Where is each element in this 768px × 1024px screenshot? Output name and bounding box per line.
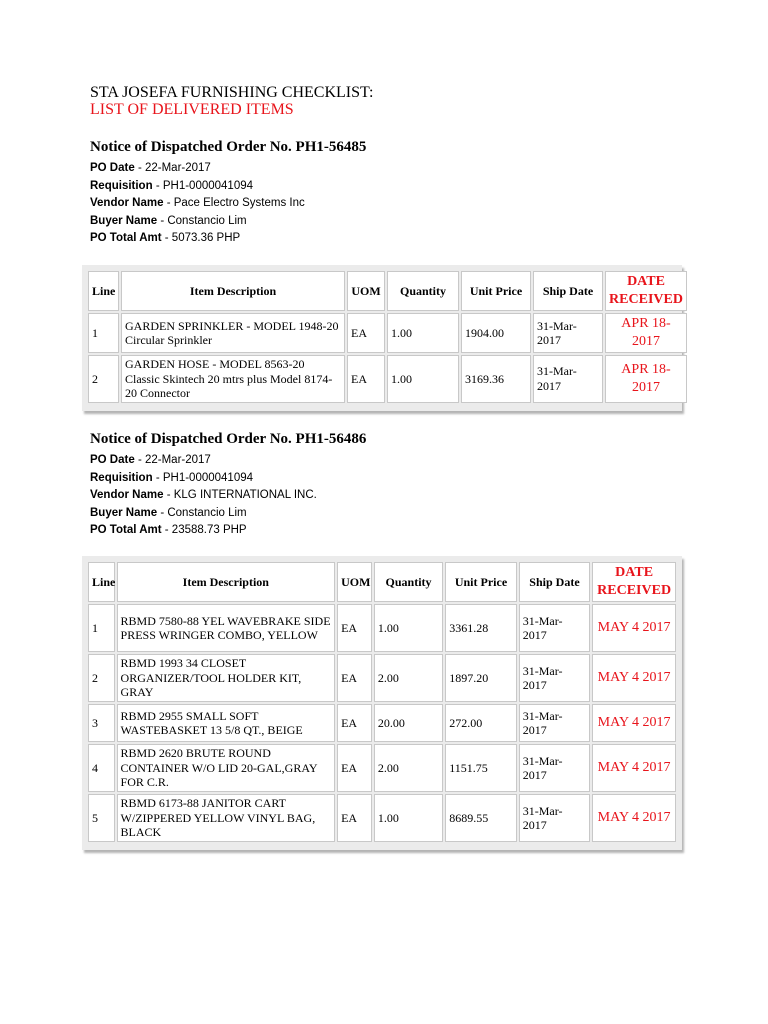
requisition: Requisition - PH1-0000041094 [90, 471, 254, 484]
cell-description: RBMD 6173-88 JANITOR CART W/ZIPPERED YELLOW VINYL BAG, BLACK [117, 794, 336, 842]
cell-ship-date: 31-Mar-2017 [519, 744, 590, 792]
cell-uom: EA [347, 355, 385, 403]
order-block-1 [90, 138, 690, 248]
cell-date-received: MAY 4 2017 [592, 604, 676, 652]
cell-description: RBMD 1993 34 CLOSET ORGANIZER/TOOL HOLDER KIT, GRAY [117, 654, 336, 702]
cell-line: 3 [88, 704, 115, 742]
column-header-line: Line [88, 271, 119, 311]
vendor-name: Vendor Name - Pace Electro Systems Inc [90, 197, 305, 209]
cell-quantity: 1.00 [374, 604, 443, 652]
cell-quantity: 1.00 [374, 794, 443, 842]
cell-unit-price: 1151.75 [445, 744, 516, 792]
table-header-row [88, 271, 687, 311]
cell-date-received: MAY 4 2017 [592, 744, 676, 792]
cell-unit-price: 8689.55 [445, 794, 516, 842]
cell-uom: EA [337, 704, 372, 742]
cell-date-received: APR 18-2017 [605, 355, 687, 403]
cell-quantity: 2.00 [374, 744, 443, 792]
cell-ship-date: 31-Mar-2017 [519, 654, 590, 702]
column-header-description: Item Description [117, 562, 336, 602]
cell-uom: EA [337, 794, 372, 842]
cell-line: 2 [88, 654, 115, 702]
column-header-quantity: Quantity [374, 562, 443, 602]
cell-date-received: APR 18-2017 [605, 313, 687, 353]
order-table-1-container [82, 265, 682, 411]
order-block-2 [90, 430, 690, 540]
column-header-quantity: Quantity [387, 271, 459, 311]
column-header-description: Item Description [121, 271, 345, 311]
cell-uom: EA [347, 313, 385, 353]
column-header-uom: UOM [337, 562, 372, 602]
cell-unit-price: 272.00 [445, 704, 516, 742]
order-table-2 [86, 560, 678, 844]
cell-unit-price: 3169.36 [461, 355, 531, 403]
cell-date-received: MAY 4 2017 [592, 654, 676, 702]
column-header-ship-date: Ship Date [533, 271, 603, 311]
cell-quantity: 1.00 [387, 355, 459, 403]
cell-date-received: MAY 4 2017 [592, 704, 676, 742]
cell-line: 2 [88, 355, 119, 403]
cell-line: 4 [88, 744, 115, 792]
cell-quantity: 1.00 [387, 313, 459, 353]
order-title: Notice of Dispatched Order No. PH1-56486 [90, 431, 367, 447]
cell-ship-date: 31-Mar-2017 [533, 313, 603, 353]
document-title: STA JOSEFA FURNISHING CHECKLIST: [90, 84, 374, 101]
column-header-date-received: DATE RECEIVED [592, 562, 676, 602]
cell-description: RBMD 7580-88 YEL WAVEBRAKE SIDE PRESS WRINGER COMBO, YELLOW [117, 604, 336, 652]
table-row [88, 355, 687, 403]
cell-unit-price: 3361.28 [445, 604, 516, 652]
cell-ship-date: 31-Mar-2017 [519, 604, 590, 652]
cell-ship-date: 31-Mar-2017 [519, 794, 590, 842]
po-total-amount: PO Total Amt - 5073.36 PHP [90, 232, 241, 244]
po-date: PO Date - 22-Mar-2017 [90, 454, 211, 466]
po-total-amount: PO Total Amt - 23588.73 PHP [90, 524, 247, 536]
order-title: Notice of Dispatched Order No. PH1-56485 [90, 139, 367, 155]
table-header-row [88, 562, 676, 602]
column-header-date-received: DATE RECEIVED [605, 271, 687, 311]
cell-unit-price: 1897.20 [445, 654, 516, 702]
cell-uom: EA [337, 604, 372, 652]
buyer-name: Buyer Name - Constancio Lim [90, 506, 247, 519]
column-header-unit-price: Unit Price [461, 271, 531, 311]
po-date: PO Date - 22-Mar-2017 [90, 162, 211, 174]
cell-description: GARDEN HOSE - MODEL 8563-20 Classic Skintech 20 mtrs plus Model 8174-20 Connector [121, 355, 345, 403]
column-header-unit-price: Unit Price [445, 562, 516, 602]
buyer-name: Buyer Name - Constancio Lim [90, 214, 247, 227]
table-row [88, 794, 676, 842]
table-row [88, 313, 687, 353]
order-table-2-container [82, 556, 682, 850]
cell-unit-price: 1904.00 [461, 313, 531, 353]
cell-quantity: 2.00 [374, 654, 443, 702]
cell-line: 1 [88, 313, 119, 353]
requisition: Requisition - PH1-0000041094 [90, 179, 254, 192]
cell-ship-date: 31-Mar-2017 [533, 355, 603, 403]
cell-line: 1 [88, 604, 115, 652]
column-header-line: Line [88, 562, 115, 602]
cell-ship-date: 31-Mar-2017 [519, 704, 590, 742]
column-header-uom: UOM [347, 271, 385, 311]
table-row [88, 654, 676, 702]
cell-description: RBMD 2620 BRUTE ROUND CONTAINER W/O LID 20-GAL,GRAY FOR C.R. [117, 744, 336, 792]
cell-description: GARDEN SPRINKLER - MODEL 1948-20 Circular Sprinkler [121, 313, 345, 353]
column-header-ship-date: Ship Date [519, 562, 590, 602]
table-row [88, 744, 676, 792]
table-row [88, 604, 676, 652]
cell-uom: EA [337, 744, 372, 792]
cell-uom: EA [337, 654, 372, 702]
cell-quantity: 20.00 [374, 704, 443, 742]
order-table-1 [86, 269, 689, 405]
vendor-name: Vendor Name - KLG INTERNATIONAL INC. [90, 489, 317, 501]
cell-line: 5 [88, 794, 115, 842]
table-row [88, 704, 676, 742]
cell-description: RBMD 2955 SMALL SOFT WASTEBASKET 13 5/8 QT., BEIGE [117, 704, 336, 742]
document-subtitle: LIST OF DELIVERED ITEMS [90, 101, 294, 118]
cell-date-received: MAY 4 2017 [592, 794, 676, 842]
